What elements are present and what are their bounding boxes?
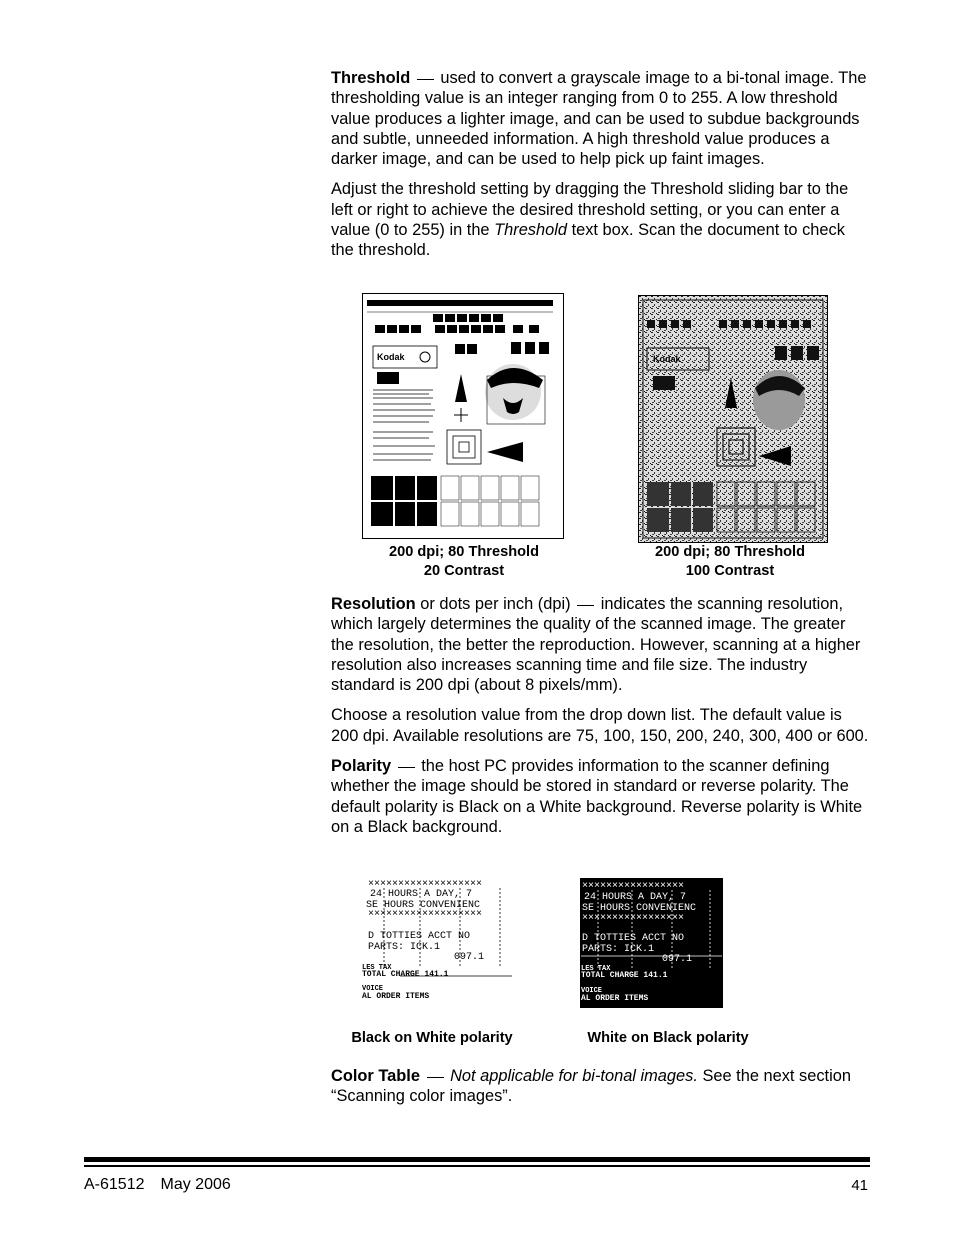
sample-header-row: ××××××××××××××××××× [368, 879, 483, 890]
resolution-text: or dots per inch (dpi) [420, 595, 571, 613]
footer-doc-info [84, 1176, 231, 1194]
resolution-paragraph [331, 594, 871, 695]
threshold-sample-image-100-contrast [638, 295, 828, 543]
sample-line7: TOTAL CHARGE 141.1 [362, 970, 449, 979]
threshold-term: Threshold [331, 69, 411, 87]
polarity-paragraph [331, 756, 871, 837]
sample-line2: SE HOURS CONVENIENC [582, 903, 697, 914]
sample-line1: 24 HOURS A DAY, 7 [584, 892, 687, 903]
black-on-white-sample [360, 878, 520, 1004]
caption-100-contrast [630, 543, 830, 582]
sample-line6: LES TAX [581, 965, 611, 973]
caption-line2: 100 Contrast [685, 563, 775, 580]
sample-line6: LES TAX [362, 964, 392, 972]
sample-line9: AL ORDER ITEMS [581, 994, 649, 1003]
caption-line2: 20 Contrast [423, 563, 505, 580]
resolution-text2: indicates the scanning resolution, which largely determines the quality of the scanned image. The greater the resolution, the better the reproduction. However, scanning at a higher resolution also increases scanning time and file size. The industry standard is 200 dpi (about 8 pixels/mm). [331, 595, 861, 695]
adjust-text-after: text box. Scan the document to check the threshold. [331, 221, 845, 260]
threshold-adjust-paragraph [331, 179, 871, 260]
threshold-text: used to convert a grayscale image to a bi-tonal image. The thresholding value is an integer ranging from 0 to 255. A low threshold value produces a lighter image, and can be used to subdue backgrounds and subtle, unneeded information. A high threshold value produces a darker image, and can be used to help pick up faint images. [331, 69, 867, 169]
caption-line1: 200 dpi; 80 Threshold [388, 544, 540, 560]
sample-line1: 24 HOURS A DAY, 7 [370, 889, 473, 900]
threshold-section [331, 68, 871, 261]
sample-line5: 097.1 [454, 952, 485, 963]
sample-divider-row: ××××××××××××××××××× [368, 909, 483, 920]
resolution-section [331, 594, 871, 837]
sample-line2: SE HOURS CONVENIENC [366, 900, 481, 911]
white-on-black-sample [580, 878, 723, 1008]
caption-black-on-white: Black on White polarity [351, 1030, 513, 1046]
em-dash [427, 1077, 444, 1078]
doc-number: A-61512 [84, 1176, 145, 1193]
polarity-sample-bw [360, 878, 520, 1004]
caption-line1: 200 dpi; 80 Threshold [654, 544, 806, 560]
em-dash [417, 79, 434, 80]
sample-line4: PARTS: ICK.1 [368, 942, 441, 953]
polarity-sample-wb [580, 878, 723, 1008]
sample-line8: VOICE [581, 987, 603, 995]
polarity-term: Polarity [331, 757, 392, 776]
kodak-logo: Kodak [377, 352, 405, 362]
sample-line4: PARTS: ICK.1 [582, 944, 655, 955]
sample-line3: D TOTTIES ACCT NO [582, 933, 685, 944]
page-number: 41 [851, 1177, 868, 1194]
adjust-text-before: Adjust the threshold setting by dragging the Threshold sliding bar to the left or right to achieve the desired threshold setting, or you can enter a value (0 to 255) in the [331, 180, 849, 240]
scanned-target-image [363, 294, 563, 538]
threshold-sample-image-20-contrast [362, 293, 564, 539]
threshold-paragraph [331, 68, 871, 169]
footer-rule-thick [84, 1157, 870, 1162]
sample-line5: 097.1 [662, 954, 693, 965]
color-table-italic: Not applicable for bi-tonal images. [450, 1067, 698, 1085]
footer-rule-thin [84, 1165, 870, 1167]
doc-date: May 2006 [160, 1176, 231, 1193]
caption-white-on-black: White on Black polarity [587, 1030, 749, 1046]
em-dash [577, 605, 594, 606]
polarity-text: the host PC provides information to the scanner defining whether the image should be stored in standard or reverse polarity. The default polarity is Black on a White background. Reverse polarity is White on a Black background. [331, 757, 863, 836]
resolution-term: Resolution [331, 595, 416, 613]
caption-20-contrast [364, 543, 564, 582]
sample-line9: AL ORDER ITEMS [362, 992, 430, 1001]
resolution-choose-paragraph: Choose a resolution value from the drop down list. The default value is 200 dpi. Available resolutions are 75, 100, 150, 200, 240, 300, 400 or 600. [331, 706, 869, 745]
color-table-section [331, 1066, 871, 1107]
sample-line7: TOTAL CHARGE 141.1 [581, 971, 668, 980]
kodak-logo-dark: Kodak [653, 354, 681, 364]
em-dash [398, 767, 415, 768]
color-table-text: See the next section “Scanning color images”. [331, 1067, 851, 1106]
color-table-term: Color Table [331, 1067, 420, 1085]
sample-line3: D TOTTIES ACCT NO [368, 931, 471, 942]
scanned-target-image-dark [639, 296, 827, 542]
adjust-italic: Threshold [494, 221, 567, 240]
color-table-paragraph [331, 1066, 871, 1107]
sample-divider-row: ××××××××××××××××× [582, 913, 685, 924]
sample-line8: VOICE [362, 985, 384, 993]
sample-header-row: ××××××××××××××××× [582, 881, 685, 892]
